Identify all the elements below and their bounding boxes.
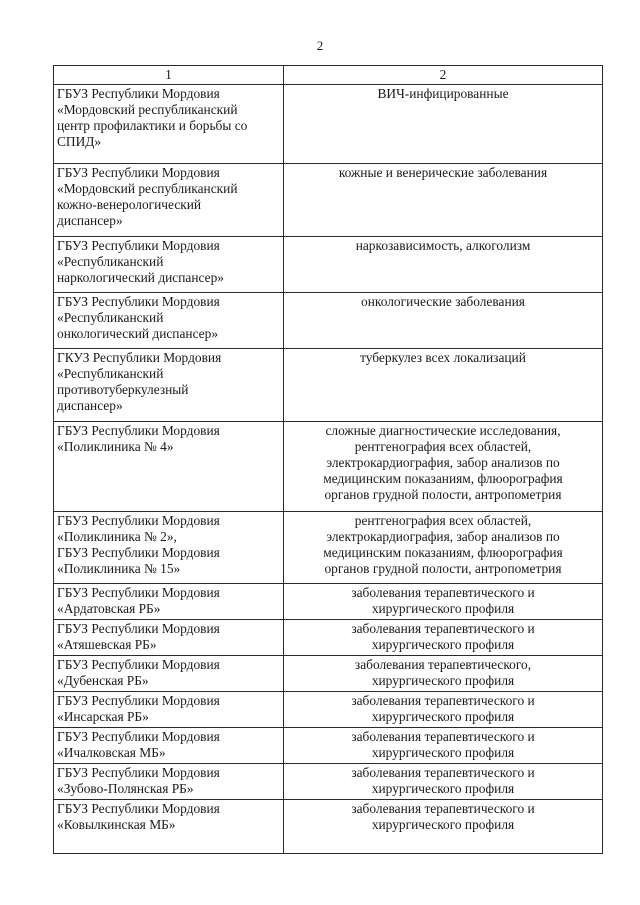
table-row xyxy=(54,237,603,293)
profile-cell: заболевания терапевтического и хирургического профиля xyxy=(284,584,603,620)
org-cell: ГБУЗ Республики Мордовия «Ардатовская РБ» xyxy=(54,584,284,620)
table-row xyxy=(54,422,603,512)
profile-cell: заболевания терапевтического и хирургического профиля xyxy=(284,620,603,656)
column-header-1: 1 xyxy=(54,66,284,85)
table-row xyxy=(54,512,603,584)
column-header-2: 2 xyxy=(284,66,603,85)
table-row xyxy=(54,584,603,620)
table-row xyxy=(54,620,603,656)
profile-cell: заболевания терапевтического, хирургического профиля xyxy=(284,656,603,692)
profile-cell: заболевания терапевтического и хирургического профиля xyxy=(284,800,603,854)
table-row xyxy=(54,800,603,854)
org-cell: ГБУЗ Республики Мордовия «Поликлиника № 4» xyxy=(54,422,284,512)
org-cell: ГКУЗ Республики Мордовия «Республиканский противотуберкулезный диспансер» xyxy=(54,349,284,422)
table-row xyxy=(54,764,603,800)
profile-cell: кожные и венерические заболевания xyxy=(284,164,603,237)
org-cell: ГБУЗ Республики Мордовия «Мордовский республиканский кожно-венерологический диспансер» xyxy=(54,164,284,237)
org-cell: ГБУЗ Республики Мордовия «Республиканский наркологический диспансер» xyxy=(54,237,284,293)
table-header xyxy=(54,66,603,85)
table-row xyxy=(54,293,603,349)
page-number: 2 xyxy=(316,38,324,53)
org-cell: ГБУЗ Республики Мордовия «Ковылкинская МБ» xyxy=(54,800,284,854)
org-cell: ГБУЗ Республики Мордовия «Дубенская РБ» xyxy=(54,656,284,692)
profile-cell: наркозависимость, алкоголизм xyxy=(284,237,603,293)
org-cell: ГБУЗ Республики Мордовия «Республиканский онкологический диспансер» xyxy=(54,293,284,349)
profile-cell: заболевания терапевтического и хирургического профиля xyxy=(284,764,603,800)
org-cell: ГБУЗ Республики Мордовия «Зубово-Полянская РБ» xyxy=(54,764,284,800)
org-cell: ГБУЗ Республики Мордовия «Атяшевская РБ» xyxy=(54,620,284,656)
profile-cell: ВИЧ-инфицированные xyxy=(284,85,603,164)
profile-cell: туберкулез всех локализаций xyxy=(284,349,603,422)
profile-cell: заболевания терапевтического и хирургического профиля xyxy=(284,728,603,764)
profile-cell: онкологические заболевания xyxy=(284,293,603,349)
table-row xyxy=(54,728,603,764)
table-row xyxy=(54,656,603,692)
table-row xyxy=(54,164,603,237)
org-cell: ГБУЗ Республики Мордовия «Инсарская РБ» xyxy=(54,692,284,728)
org-cell: ГБУЗ Республики Мордовия «Мордовский республиканский центр профилактики и борьбы со СПИД» xyxy=(54,85,284,164)
table-row xyxy=(54,85,603,164)
table-row xyxy=(54,349,603,422)
table-row xyxy=(54,692,603,728)
profile-cell: рентгенография всех областей, электрокардиография, забор анализов по медицинским показаниям, флюорография органов грудной полости, антропометрия xyxy=(284,512,603,584)
org-cell: ГБУЗ Республики Мордовия «Поликлиника № 2», ГБУЗ Республики Мордовия «Поликлиника № 15» xyxy=(54,512,284,584)
institutions-table xyxy=(53,65,603,854)
profile-cell: сложные диагностические исследования, рентгенография всех областей, электрокардиография, забор анализов по медицинским показаниям, флюорография органов грудной полости, антропометрия xyxy=(284,422,603,512)
profile-cell: заболевания терапевтического и хирургического профиля xyxy=(284,692,603,728)
table-body xyxy=(54,85,603,854)
org-cell: ГБУЗ Республики Мордовия «Ичалковская МБ» xyxy=(54,728,284,764)
header-row xyxy=(54,66,603,85)
